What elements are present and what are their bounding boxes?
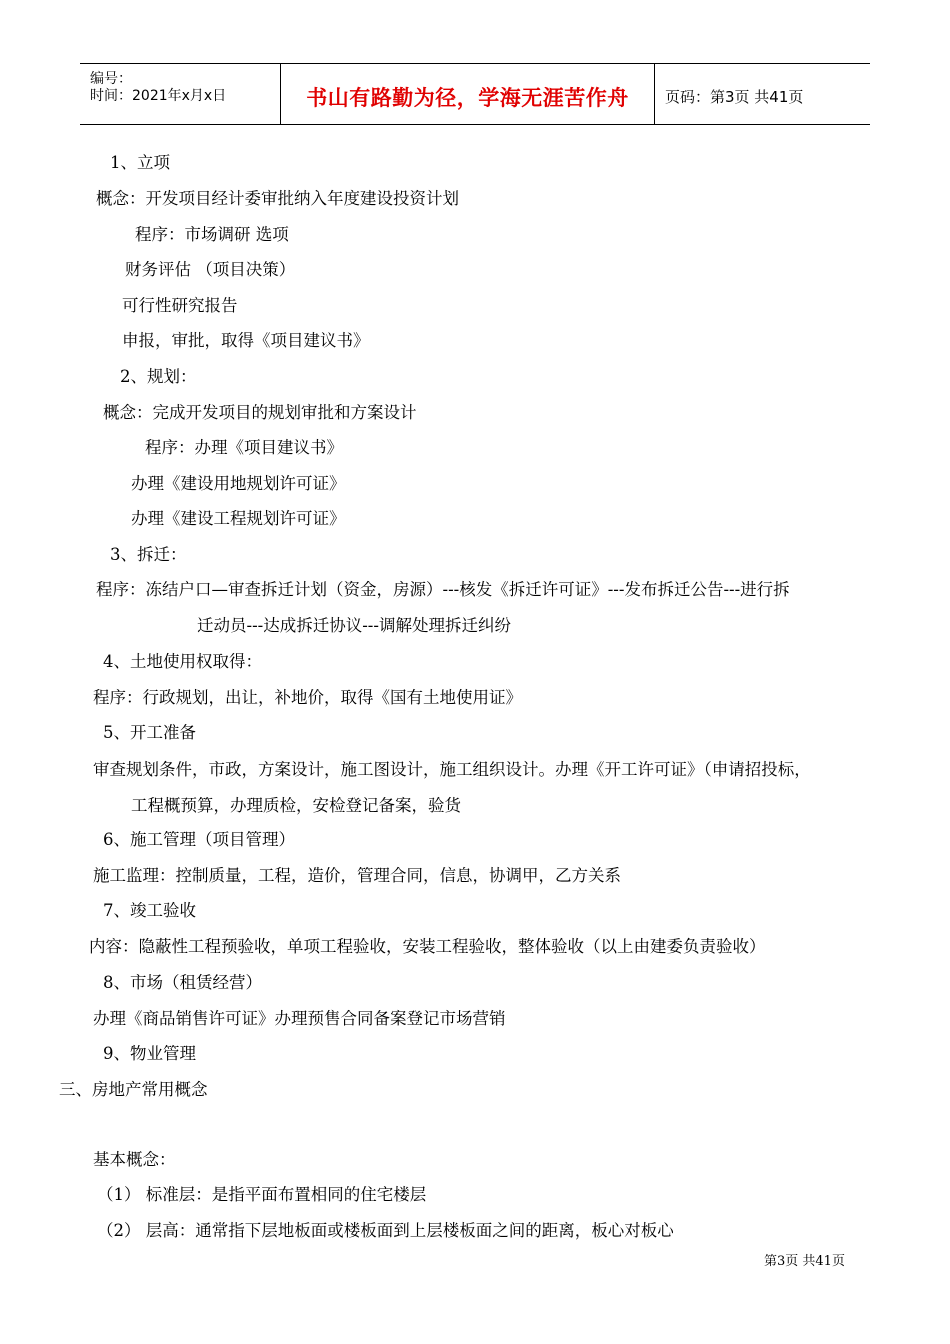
time-label: 时间：2021年x月x日 [90, 88, 227, 104]
body-line: （1） 标准层：是指平面布置相同的住宅楼层 [97, 1185, 427, 1204]
page-footer: 第3页 共41页 [764, 1254, 845, 1269]
page-number-label: 页码：第3页 共41页 [665, 88, 804, 106]
section-heading: 1、立项 [110, 153, 170, 172]
number-label: 编号： [90, 71, 132, 87]
body-line: 概念：完成开发项目的规划审批和方案设计 [103, 403, 417, 422]
body-line: 可行性研究报告 [122, 296, 238, 315]
body-line: 审查规划条件，市政，方案设计，施工图设计，施工组织设计。办理《开工许可证》（申请招投标， [93, 760, 811, 779]
body-line: 财务评估 （项目决策） [125, 260, 296, 279]
body-line: 工程概预算，办理质检，安检登记备案，验货 [131, 796, 461, 815]
section-heading: 5、开工准备 [103, 723, 196, 742]
section-heading: 2、规划： [120, 367, 197, 386]
body-line: 概念：开发项目经计委审批纳入年度建设投资计划 [96, 189, 459, 208]
motto-text: 书山有路勤为径，学海无涯苦作舟 [306, 86, 629, 110]
body-line: 基本概念： [93, 1150, 176, 1169]
section-heading: 4、土地使用权取得： [103, 652, 262, 671]
body-line: 程序：办理《项目建议书》 [145, 438, 343, 457]
chapter-heading: 三、房地产常用概念 [59, 1080, 208, 1099]
section-heading: 3、拆迁： [110, 545, 187, 564]
header-page-cell [655, 64, 870, 124]
body-line: 办理《商品销售许可证》办理预售合同备案登记市场营销 [93, 1009, 506, 1028]
body-line: （2） 层高：通常指下层地板面或楼板面到上层楼板面之间的距离，板心对板心 [97, 1221, 674, 1240]
body-line: 程序：行政规划，出让，补地价，取得《国有土地使用证》 [93, 688, 522, 707]
page-header [80, 63, 870, 125]
body-line: 程序：冻结户口—审查拆迁计划（资金，房源）---核发《拆迁许可证》---发布拆迁公告---进行拆 [96, 580, 790, 599]
body-line: 办理《建设工程规划许可证》 [131, 509, 346, 528]
header-info-cell [80, 64, 281, 124]
body-line: 内容：隐蔽性工程预验收，单项工程验收，安装工程验收，整体验收（以上由建委负责验收） [89, 937, 766, 956]
body-line: 迁动员---达成拆迁协议---调解处理拆迁纠纷 [197, 616, 511, 635]
section-heading: 9、物业管理 [103, 1044, 196, 1063]
section-heading: 6、施工管理（项目管理） [103, 830, 295, 849]
body-line: 办理《建设用地规划许可证》 [131, 474, 346, 493]
body-line: 程序：市场调研 选项 [135, 225, 289, 244]
header-motto-cell [281, 64, 655, 124]
body-line: 施工监理：控制质量，工程，造价，管理合同，信息，协调甲，乙方关系 [93, 866, 621, 885]
body-line: 申报，审批，取得《项目建议书》 [122, 331, 370, 350]
section-heading: 8、市场（租赁经营） [103, 973, 262, 992]
section-heading: 7、竣工验收 [103, 901, 196, 920]
